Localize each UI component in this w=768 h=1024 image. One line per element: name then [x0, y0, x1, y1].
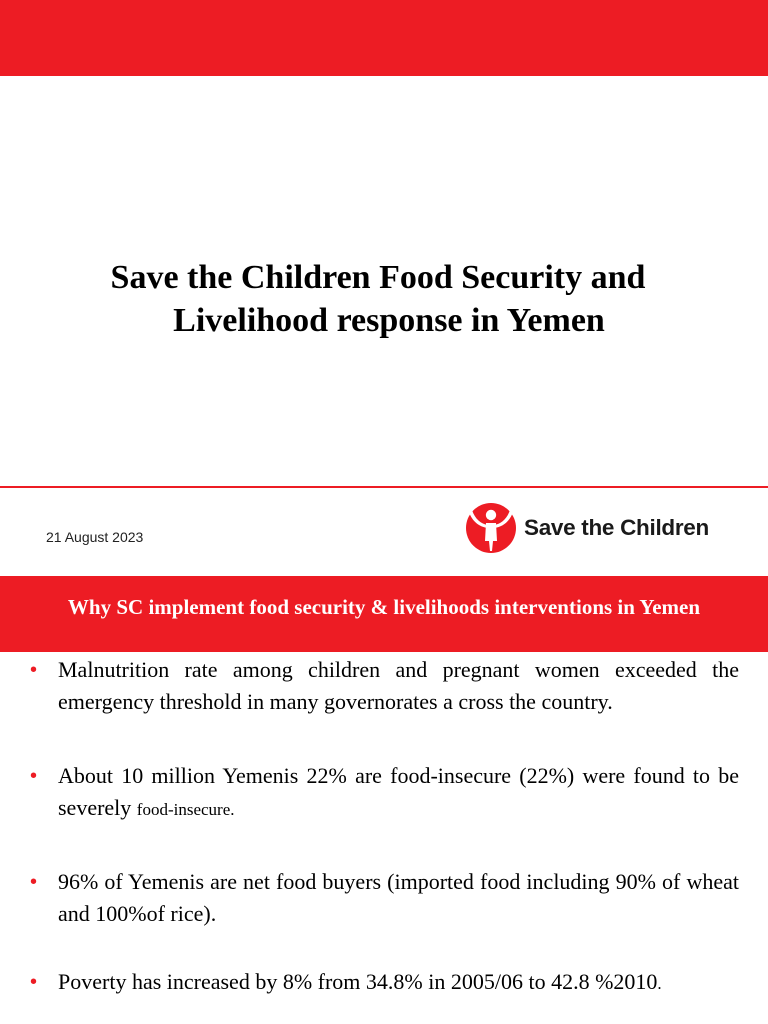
bullet-text-main: Poverty has increased by 8% from 34.8% in 2005/06 to 42.8 %2010 [58, 969, 658, 994]
slide-title [40, 256, 716, 342]
title-line-2: Livelihood response in Yemen [173, 302, 605, 339]
red-divider-line [0, 486, 768, 488]
bullet-text-small: . [657, 974, 662, 993]
bullet-text [58, 760, 739, 826]
bullet-text [58, 966, 739, 1000]
slide-date: 21 August 2023 [46, 529, 144, 545]
bullet-text-main: About 10 million Yemenis 22% are food-insecure (22%) were found to be severely [58, 763, 739, 820]
bullet-text: 96% of Yemenis are net food buyers (imported food including 90% of wheat and 100%of rice). [58, 869, 739, 926]
bullet-text: Malnutrition rate among children and pregnant women exceeded the emergency threshold in many governorates a cross the country. [58, 657, 739, 714]
bullet-dot-icon: • [30, 659, 38, 681]
logo-wordmark: Save the Children [524, 515, 709, 540]
title-line-1: Save the Children Food Security and [110, 259, 646, 296]
bullet-dot-icon: • [30, 971, 38, 993]
bullet-text-small: food-insecure. [136, 800, 235, 819]
section-header-title: Why SC implement food security & livelihoods interventions in Yemen [67, 595, 701, 619]
bullet-dot-icon: • [30, 765, 38, 787]
save-the-children-figure-icon [464, 501, 518, 555]
save-the-children-logo [464, 500, 709, 556]
bullet-dot-icon: • [30, 871, 38, 893]
top-red-bar [0, 0, 768, 76]
